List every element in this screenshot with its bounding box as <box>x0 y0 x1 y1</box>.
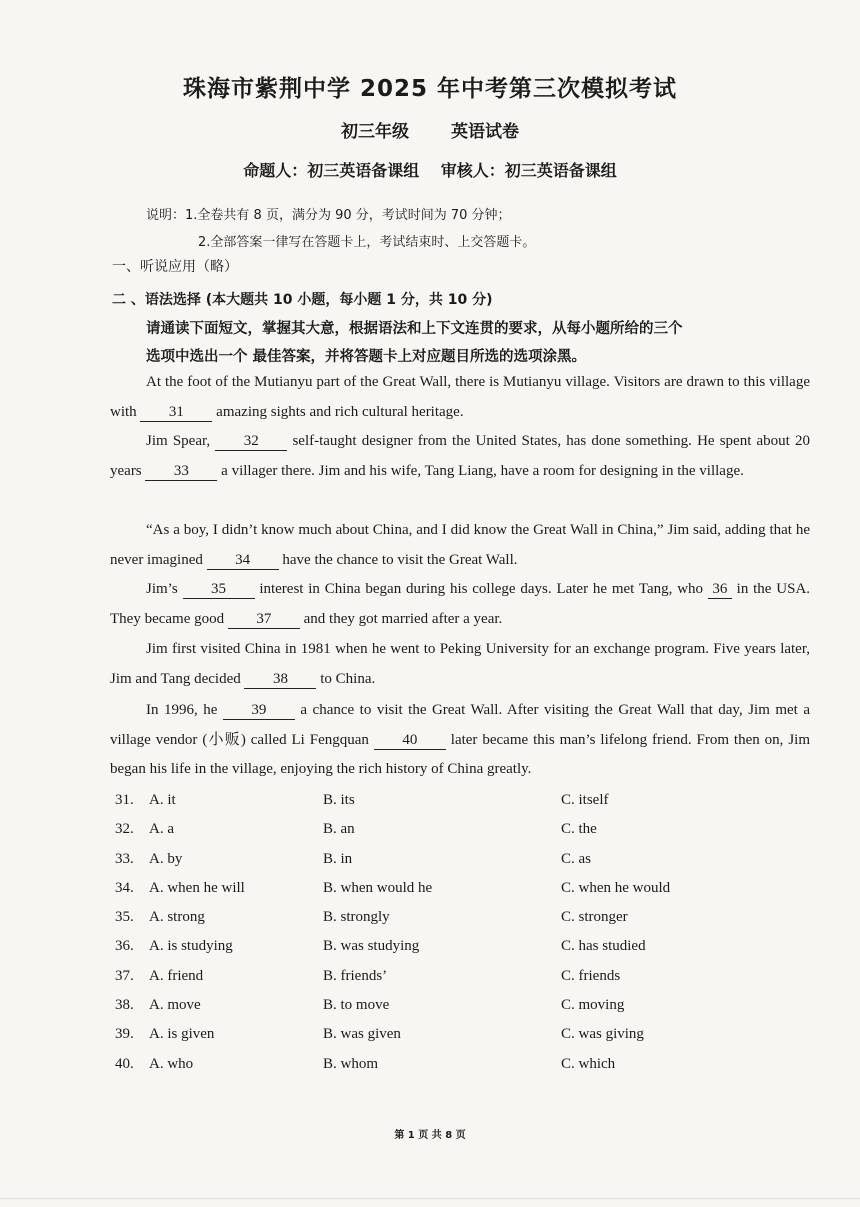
passage-text: a chance to visit the Great Wall. After visiting the Great Wall that day, Jim met a village vendor (小贩) called Li Fengquan <box>110 702 811 748</box>
blank-35: 35 <box>183 580 255 599</box>
instructions-line-2: 2.全部答案一律写在答题卡上，考试结束时、上交答题卡。 <box>198 235 536 250</box>
blank-38: 38 <box>244 670 316 689</box>
subject-label: 英语试卷 <box>450 122 519 142</box>
section-2-instruction-2: 选项中选出一个 最佳答案，并将答题卡上对应题目所选的选项涂黑。 <box>146 349 587 365</box>
passage-text: self-taught designer from the United States, has done something. He spent about 20 years <box>110 433 811 479</box>
option-c: C. which <box>561 1055 616 1072</box>
passage-text: later became this man’s lifelong friend. From then on, Jim began his life in the village, enjoying the rich history of China greatly. <box>110 731 811 777</box>
instructions-line-1: 说明：1.全卷共有 8 页，满分为 90 分，考试时间为 70 分钟； <box>146 208 511 223</box>
question-number: 32. <box>115 821 134 838</box>
blank-33: 33 <box>145 462 217 481</box>
section-1-heading: 一、听说应用（略） <box>112 259 238 275</box>
option-b: B. was given <box>323 1026 401 1043</box>
reviewer-label: 审核人：初三英语备课组 <box>440 161 617 180</box>
option-c: C. itself <box>561 792 609 808</box>
option-c: C. has studied <box>561 938 646 955</box>
option-a: A. a <box>149 821 174 838</box>
blank-32: 32 <box>215 432 287 451</box>
passage-text: Jim first visited China in 1981 when he went to Peking University for an exchange program. Five years later, Jim and Tang decided <box>110 641 810 687</box>
passage-paragraph-4 <box>110 575 810 634</box>
option-a: A. is studying <box>149 938 233 955</box>
blank-37: 37 <box>228 610 300 629</box>
option-row-40 <box>115 1052 815 1081</box>
option-b: B. whom <box>323 1055 379 1072</box>
question-number: 33. <box>115 850 134 867</box>
passage-paragraph-3 <box>110 516 810 575</box>
question-number: 40. <box>115 1055 134 1072</box>
passage-text: Jim’s <box>146 581 178 597</box>
question-number: 39. <box>115 1026 134 1043</box>
option-c: C. the <box>561 821 597 838</box>
page-footer: 第 1 页 共 8 页 <box>394 1130 466 1141</box>
passage-text: In 1996, he <box>146 702 218 718</box>
option-row-34 <box>115 876 815 905</box>
option-row-38 <box>115 993 815 1022</box>
option-row-35 <box>115 905 815 934</box>
option-c: C. moving <box>561 997 625 1014</box>
setter-label: 命题人：初三英语备课组 <box>243 161 420 180</box>
option-a: A. is given <box>149 1026 215 1043</box>
option-a: A. when he will <box>149 879 245 896</box>
passage-text: to China. <box>320 670 376 687</box>
passage-text: amazing sights and rich cultural heritage. <box>216 403 464 420</box>
question-number: 31. <box>115 792 134 808</box>
option-b: B. was studying <box>323 938 420 955</box>
blank-36: 36 <box>708 580 732 599</box>
option-row-31 <box>115 788 815 817</box>
option-b: B. strongly <box>323 909 390 926</box>
option-a: A. by <box>149 850 183 867</box>
option-b: B. friends’ <box>323 967 388 984</box>
blank-40: 40 <box>374 731 446 750</box>
passage-paragraph-5 <box>110 635 810 694</box>
blank-34: 34 <box>207 551 279 570</box>
blank-31: 31 <box>140 403 212 422</box>
option-a: A. friend <box>149 967 204 984</box>
option-row-36 <box>115 934 815 963</box>
option-b: B. to move <box>323 997 390 1014</box>
option-row-39 <box>115 1022 815 1051</box>
option-c: C. was giving <box>561 1026 644 1043</box>
option-a: A. strong <box>149 909 205 926</box>
question-number: 36. <box>115 938 134 955</box>
exam-subtitle <box>0 117 860 142</box>
exam-authors <box>0 158 860 181</box>
question-number: 34. <box>115 879 134 896</box>
passage-text: a villager there. Jim and his wife, Tang Liang, have a room for designing in the village. <box>221 462 744 479</box>
question-number: 35. <box>115 909 134 926</box>
passage-text: in the USA. They became good <box>110 581 811 627</box>
option-c: C. as <box>561 850 591 867</box>
options-list <box>115 788 815 1081</box>
question-number: 37. <box>115 967 134 984</box>
option-b: B. an <box>323 821 355 838</box>
exam-title: 珠海市紫荆中学 2025 年中考第三次模拟考试 <box>182 76 678 102</box>
passage-paragraph-6 <box>110 696 810 785</box>
passage-text: “As a boy, I didn’t know much about China, and I did know the Great Wall in China,” Jim said, adding that he never imagined <box>110 522 810 568</box>
passage-text: interest in China began during his college days. Later he met Tang, who <box>259 581 704 597</box>
option-a: A. who <box>149 1055 194 1072</box>
option-b: B. its <box>323 792 355 808</box>
option-c: C. when he would <box>561 879 671 896</box>
blank-39: 39 <box>223 701 295 720</box>
option-b: B. when would he <box>323 879 433 896</box>
option-b: B. in <box>323 850 353 867</box>
option-a: A. move <box>149 997 201 1014</box>
section-2-instruction-1: 请通读下面短文，掌握其大意，根据语法和上下文连贯的要求，从每小题所给的三个 <box>146 321 683 337</box>
page-edge-divider <box>0 1198 860 1199</box>
option-row-32 <box>115 817 815 846</box>
passage-text: have the chance to visit the Great Wall. <box>282 551 518 568</box>
passage-text: Jim Spear, <box>146 433 211 449</box>
option-row-37 <box>115 964 815 993</box>
passage-paragraph-2 <box>110 427 810 486</box>
question-number: 38. <box>115 997 134 1014</box>
option-row-33 <box>115 847 815 876</box>
passage-text: At the foot of the Mutianyu part of the Great Wall, there is Mutianyu village. Visitors are drawn to this village with <box>110 374 810 420</box>
option-c: C. friends <box>561 967 621 984</box>
option-c: C. stronger <box>561 909 628 926</box>
section-2-heading: 二 、语法选择 (本大题共 10 小题，每小题 1 分，共 10 分) <box>112 292 493 308</box>
option-a: A. it <box>149 792 176 808</box>
passage-paragraph-1 <box>110 368 810 427</box>
grade-label: 初三年级 <box>341 122 410 142</box>
passage-text: and they got married after a year. <box>303 610 503 627</box>
